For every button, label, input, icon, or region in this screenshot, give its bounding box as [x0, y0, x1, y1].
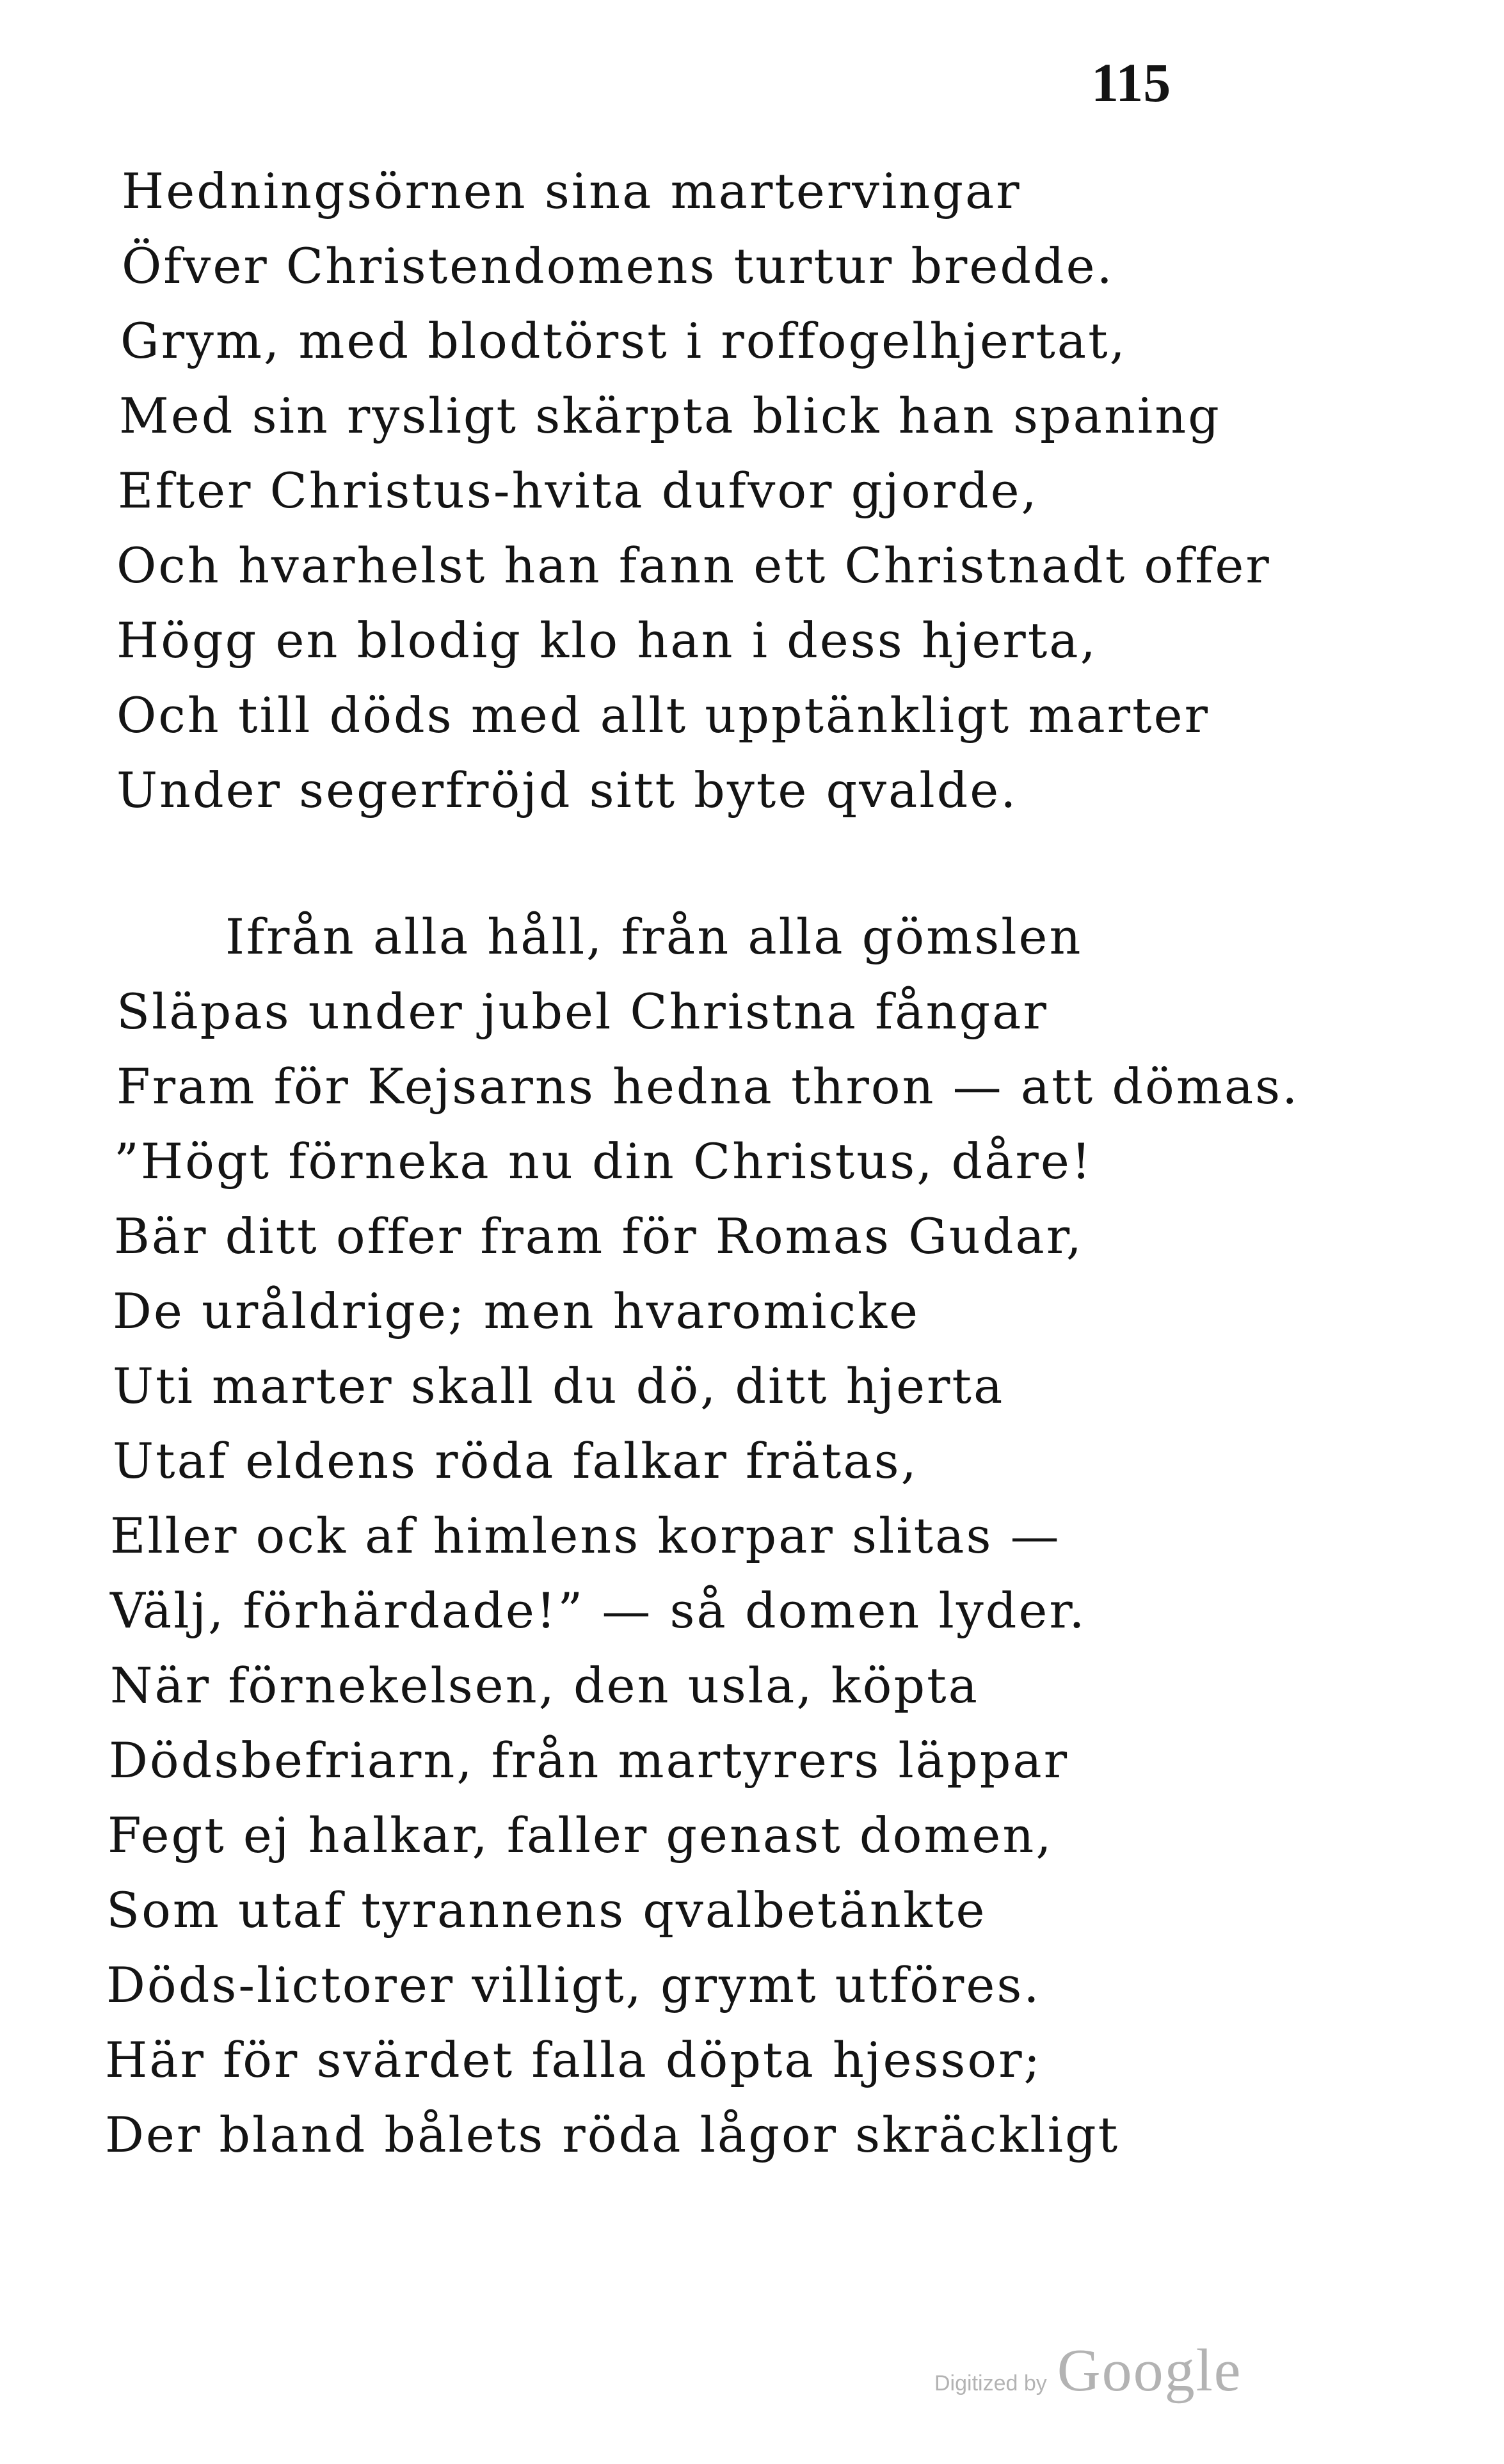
poem-line: Och till döds med allt upptänkligt marter	[116, 687, 1210, 744]
poem-line: Dödsbefriarn, från martyrers läppar	[109, 1732, 1069, 1789]
watermark-prefix: Digitized by	[934, 2371, 1047, 2396]
poem-line: Utaf eldens röda falkar frätas,	[113, 1432, 918, 1489]
poem-line: Högg en blodig klo han i dess hjerta,	[116, 612, 1098, 669]
google-logo: Google	[1057, 2337, 1242, 2404]
page-number: 115	[1091, 52, 1171, 113]
poem-line: Eller ock af himlens korpar slitas —	[110, 1507, 1061, 1564]
poem-line: Grym, med blodtörst i roffogelhjertat,	[120, 312, 1127, 369]
poem-line: Der bland bålets röda lågor skräckligt	[105, 2106, 1120, 2163]
poem-line: Och hvarhelst han fann ett Christnadt offer	[116, 537, 1271, 594]
poem-line: Fram för Kejsarns hedna thron — att dömas.	[116, 1058, 1300, 1115]
poem-line: Bär ditt offer fram för Romas Gudar,	[114, 1208, 1084, 1265]
poem-line: Som utaf tyrannens qvalbetänkte	[106, 1882, 987, 1939]
poem-line: Döds-lictorer villigt, grymt utföres.	[106, 1956, 1041, 2013]
poem-line: Öfver Christendomens turtur bredde.	[122, 237, 1114, 294]
poem-line: ”Högt förneka nu din Christus, dåre!	[114, 1133, 1093, 1190]
poem-line: Efter Christus-hvita dufvor gjorde,	[118, 462, 1039, 519]
poem-line: När förnekelsen, den usla, köpta	[110, 1657, 979, 1714]
poem-line: De uråldrige; men hvaromicke	[113, 1283, 920, 1340]
poem-line: Uti marter skall du dö, ditt hjerta	[113, 1357, 1005, 1414]
poem-line: Med sin rysligt skärpta blick han spaning	[119, 387, 1221, 444]
poem-line: Under segerfröjd sitt byte qvalde.	[116, 762, 1018, 819]
poem-line: Släpas under jubel Christna fångar	[116, 983, 1048, 1040]
poem-line: Hedningsörnen sina martervingar	[122, 163, 1021, 220]
poem-line: Här för svärdet falla döpta hjessor;	[105, 2031, 1043, 2088]
poem-line: Välj, förhärdade!” — så domen lyder.	[110, 1582, 1087, 1639]
poem-line: Fegt ej halkar, faller genast domen,	[108, 1807, 1053, 1864]
digitized-watermark	[934, 2336, 1242, 2406]
poem-line: Ifrån alla håll, från alla gömslen	[225, 908, 1083, 965]
